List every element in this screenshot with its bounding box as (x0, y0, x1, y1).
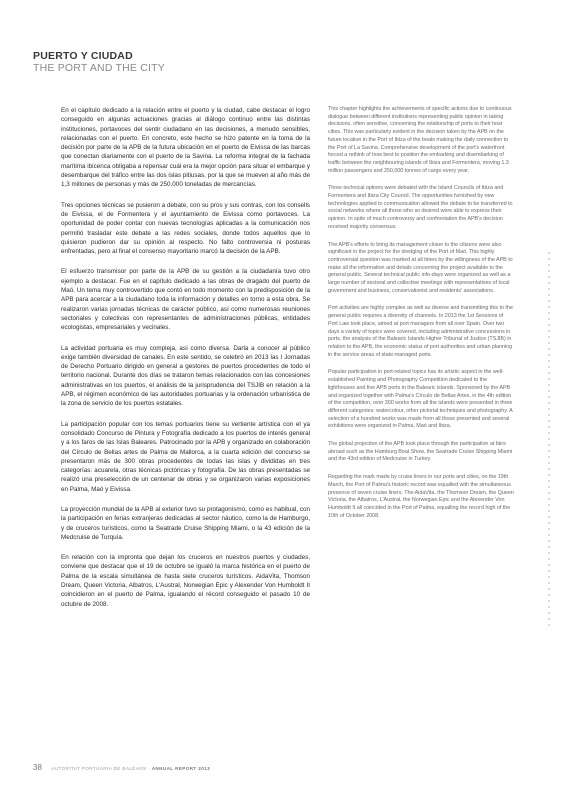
footer-separator: · (148, 766, 151, 771)
spanish-paragraph-2: Tres opciones técnicas se pusieron a debate, con su pros y sus contras, con los consells de Eivissa, el de Formentera y el ayuntamiento de Eivissa como portavoces. La oportunidad de poder contar con nuevas tecnologías aplicadas a la comunicación nos permitió trasladar este debate a las redes sociales, donde todos aquellos que lo quisieron pudieron dar su opinión al respecto. No falto controversia ni posturas enfrentadas, pero al final el consenso mayoritario marcó la decisión de la APB. (61, 201, 310, 256)
section-title-spanish: PUERTO Y CIUDAD (33, 50, 133, 62)
english-text-column (328, 106, 514, 530)
english-paragraph-7: Regarding the mark made by cruise liners in our ports and cities, on the 19th March, the Port of Palma's historic record was equalled with the simultaneous presence of seven cruise liners. The AidaVita, the Thomson Dream, the Queen Victoria, the Albatros, L'Austral, the Norwegian Epic and the Alexender Von Humboldt II all coincided in the Port of Palma, equalling the record high of the 10th of October 2008. (328, 474, 514, 519)
footer-report-name: ANNUAL REPORT 2013 (151, 766, 211, 771)
english-paragraph-2: Three technical options were debated with the Island Councils of Ibiza and Formentera and Ibiza City Council. The opportunities furnished by new technologies applied to communication allowed the debate to be transferred to social networks where all those who so desired were able to express their opinion. In spite of much controversy and confrontation the APB's decision received majority consensus. (328, 185, 513, 230)
spanish-paragraph-7: En relación con la impronta que dejan los cruceros en nuestros puertos y ciudades, conviene que destacar que el 19 de octubre se igualó la marca histórica en el puerto de Palma de la escala simultánea de hasta siete cruceros turísticos. AidaVita, Thomson Dream, Queen Victoria, Albatros, L'Austral, Norwegian Epic y Alexender Von Humboldt II coincidieron en el puerto de Palma, igualando el récord conseguido el pasado 10 de octubre de 2008. (61, 554, 310, 608)
english-paragraph-3: The APB's efforts to bring its management closer to the citizens were also significant in the project for the dredging of the Port of Maó. This highly controversial question was marked at all times by the willingness of the APB to make all the information and details concerning the project available to the general public. Several technical public info-days were organized as well as a large number of sectoral and collective meetings with representatives of local government and business, conservationist and residents' associations. (328, 241, 513, 294)
spanish-paragraph-5: La participación popular con los temas portuarios tiene su vertiente artística con el ya consolidado Concurso de Pintura y Fotografía dedicado a los puertos de interés general y a los faros de las Islas Baleares. Patrocinado por la APB y organizado en colaboración del Círculo de Bellas artes de Palma de Mallorca, a la cuarta edición del concurso se presentaron más de 300 obras procedentes de todas las islas y divididas en tres categorías: acuarela, otras técnicas pictóricas y fotografía. De las obras presentadas se realizó una preselección de un centenar de obras y se organizaron varias exposiciones en Palma, Maó y Eivissa. (61, 420, 310, 493)
spanish-paragraph-1: En el capítulo dedicado a la relación entre el puerto y la ciudad, cabe destacar el logro conseguido en algunas actuaciones gracias al diálogo continuo entre las distintas instituciones, portavoces del sentir ciudadano en las decisiones, a menudo sensibles, relacionadas con el puerto. En concreto, este hecho se hizo patente en la toma de la decisión por parte de la APB de la futura ubicación en el puerto de Eivissa de las barcas que conectan diariamente con el puerto de la Savina. La reforma integral de la fachada marítima ibicenca obligaba a repensar cuál era la mejor opción para situar el embarque y desembarque del tráfico entre las dos islas pitiusas, por la que se mueven al año más de 1,3 millones de personas y más de 250.000 toneladas de mercancías. (61, 107, 310, 189)
spanish-paragraph-3: El esfuerzo transmisor por parte de la APB de su gestión a la ciudadanía tuvo otro ejemplo a destacar. Fue en el capítulo dedicado a las obras de dragado del puerto de Maó. Un tema muy controvertido que contó en todo momento con la predisposición de la APB para acercar a la ciudadano toda la información y detalles en torno a esta obra. Se realizaron varias jornadas técnicas de carácter público, así como numerosas reuniones sectoriales y colectivas con representantes de administraciones públicas, entidades ecologistas, empresariales y vecinales. (61, 268, 310, 332)
english-paragraph-4: Port activities are highly complex as well as diverse and transmitting this to the general public requires a diversity of channels. In 2013 the 1st Sessions of Port Law took place, aimed at port managers from all over Spain. Over two days a variety of topics were covered, including administrative concessions in ports, the analysis of the Balearic Islands Higher Tribunal of Justice (TSJIB) in relation to the APB, the economic status of port authorities and urban planning in the service areas of state-managed ports. (328, 305, 513, 358)
english-paragraph-6: The global projection of the APB took place through the participation at fairs abroad such as the Hamburg Boat Show, the Seatrade Cruise Shipping Miami and the 43rd edition of Medcruise in Turkey. (328, 441, 513, 463)
spanish-text-column (61, 106, 310, 620)
english-paragraph-1: This chapter highlights the achievements of specific actions due to continuous dialogue between different institutions representing public opinion in taking decisions, often sensitive, concerning the relationship of ports to their host cities. This was particularly evident in the decision taken by the APB on the future location in the Port of Ibiza of the boats making the daily connection to the Port of La Savina. Comprehensive development of the port's waterfront forced a rethink of how best to position the embarking and disembarking of traffic between the neighbouring islands of Ibiza and Formentera, moving 1.3 million passengers and 250,000 tonnes of cargo every year. (328, 106, 512, 174)
spanish-paragraph-4: La actividad portuaria es muy compleja, así como diversa. Darla a conocer al público exige también diversidad de canales. En este sentido, se celebró en 2013 las I Jornadas de Derecho Portuario dirigido en general a gestores de puertos procedentes de todo el territorio nacional. Durante dos días se trataron temas relacionados con las concesiones administrativas en los puertos, el análisis de la jurisprudencia del TSJIB en relación a la APB, el régimen económico de las autoridades portuarias y la ordenación urbanística de la zona de servicio de los puertos estatales. (61, 344, 310, 408)
page-number: 38 (33, 763, 42, 772)
spanish-paragraph-6: La proyección mundial de la APB al exterior tuvo su protagonismo, como es habitual, con la participación en ferias extranjeras dedicadas al sector náutico, como la de Hamburgo, y de cruceros turísticos, como la Seatrade Cruise Shipping Miami, o la 43 edición de la Medcruise de Turquía. (61, 505, 310, 541)
english-paragraph-5: Popular participation in port-related topics has its artistic aspect in the well-established Painting and Photography Competition dedicated to the lighthouses and five APB ports in the Balearic islands. Sponsored by the APB and organized together with Palma's Círculo de Bellas Artes, in the 4th edition of the competition, over 300 works from all the islands were presented in three different categories: watercolour, other pictorial techniques and photography. A selection of a hundred works was made from all those presented and several exhibitions were organized in Palma, Maó and Ibiza. (328, 369, 513, 430)
section-title-english: THE PORT AND THE CITY (33, 62, 165, 74)
decorative-dot-strip (546, 250, 552, 630)
page-footer (33, 763, 533, 772)
footer-organization: AUTORITAT PORTUÀRIA DE BALEARS (51, 766, 147, 771)
page-header (33, 50, 165, 74)
